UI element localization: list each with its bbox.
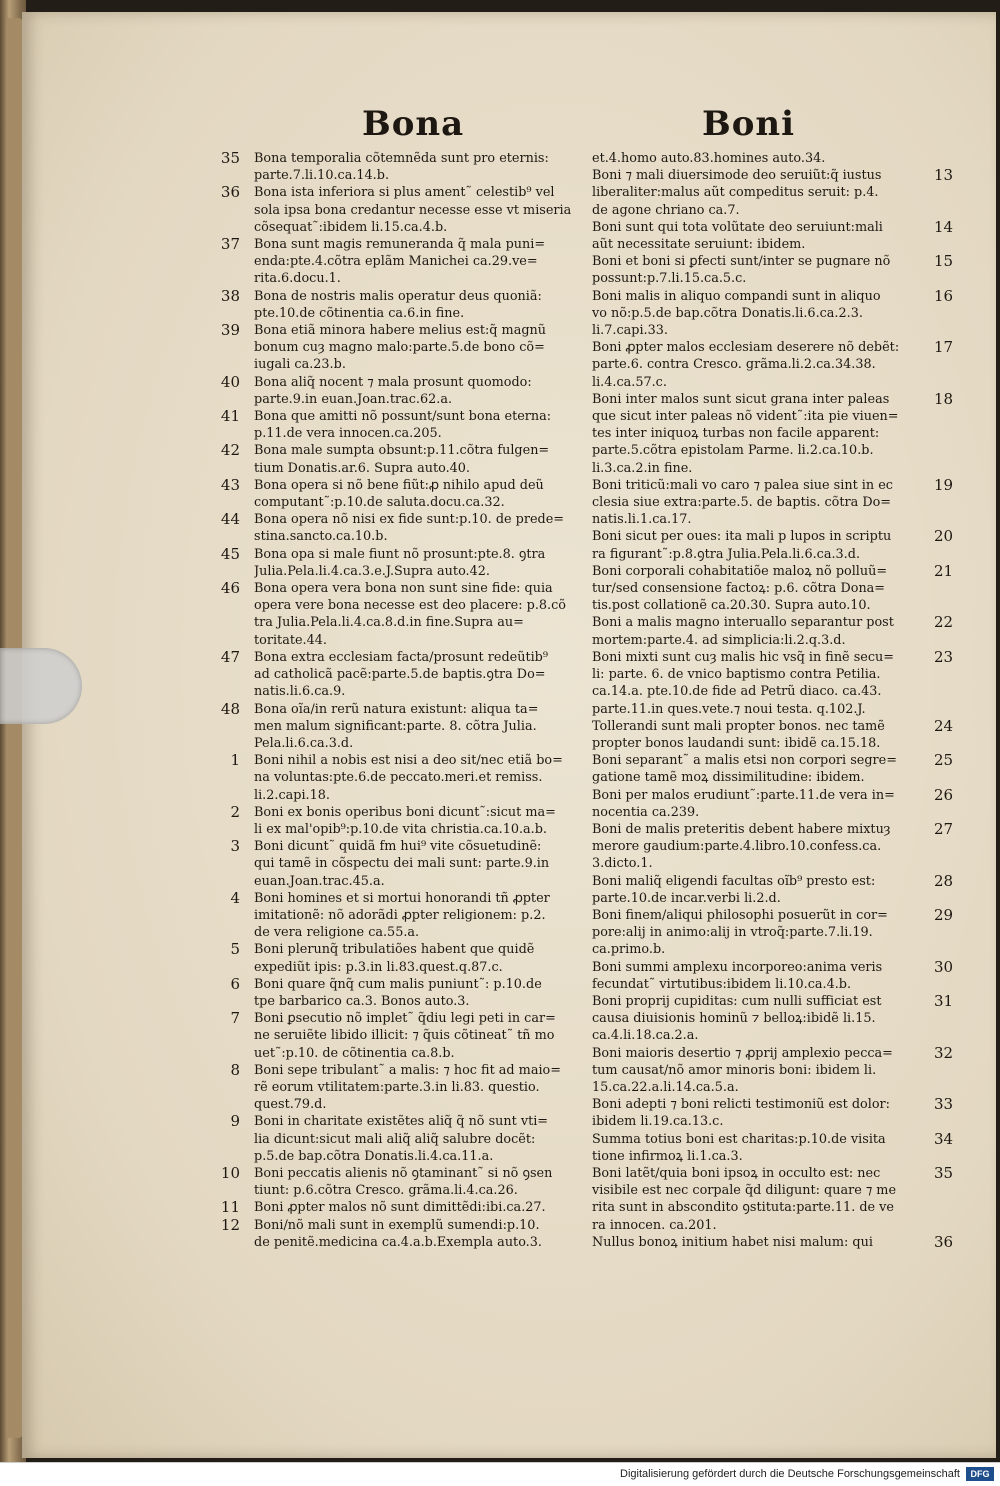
entry-line: lia dicunt:sicut mali aliq̃ aliq̃ salubre docẽt: <box>254 1131 536 1147</box>
entry-line: Bona opera vera bona non sunt sine fide: quia <box>254 581 553 597</box>
entry-line: Boni/nõ mali sunt in exemplũ sumendi:p.10. <box>254 1217 540 1233</box>
entry-line: na voluntas:pte.6.de peccato.meri.et remiss. <box>254 770 543 786</box>
entry-line: Boni ⁊ mali diuersimode deo seruiũt:q̃ iustus <box>592 168 882 184</box>
entry-line: Julia.Pela.li.4.ca.3.e.J.Supra auto.42. <box>254 563 490 579</box>
entry-line: Boni quare q̃nq̃ cum malis puniunt˜: p.10.de <box>254 976 542 992</box>
left-entry <box>230 802 584 838</box>
right-entry <box>592 561 954 615</box>
entry-line: 15.ca.22.a.li.14.ca.5.a. <box>592 1079 739 1095</box>
left-entry <box>220 510 584 545</box>
entry-line: Pela.li.6.ca.3.d. <box>254 735 354 751</box>
entry-line: toritate.44. <box>254 632 327 648</box>
left-entry <box>220 321 584 374</box>
entry-line: li.2.capi.18. <box>254 787 330 803</box>
entry-line: gatione tamẽ moꝝ dissimilitudine: ibidem. <box>592 770 865 786</box>
entry-line: Bona de nostris malis operatur deus quoniã: <box>254 288 542 304</box>
entry-line: tur/sed consensione factoꝝ: p.6. cõtra Dona= <box>592 581 886 597</box>
right-entry <box>592 389 954 477</box>
entry-line: de agone chriano ca.7. <box>592 202 740 218</box>
entry-number: 25 <box>934 751 954 770</box>
entry-number: 5 <box>230 940 240 959</box>
entry-line: li ex mal'opib⁹:p.10.de vita christia.ca.10.a.b. <box>254 821 548 837</box>
entry-number: 41 <box>220 407 240 426</box>
entry-number: 39 <box>220 321 240 340</box>
entry-line: Bona opera si nõ bene fiũt:ꝓ nihilo apud deũ <box>254 477 544 493</box>
entry-line: tium Donatis.ar.6. Supra auto.40. <box>254 460 470 476</box>
entry-number: 13 <box>934 166 954 185</box>
entry-line: p.5.de bap.cõtra Donatis.li.4.ca.11.a. <box>254 1148 494 1164</box>
entry-line: enda:pte.4.cõtra eplãm Manichei ca.29.ve= <box>254 254 538 270</box>
entry-line: li.7.capi.33. <box>592 323 668 339</box>
left-entry <box>230 751 584 804</box>
entry-line: et.4.homo auto.83.homines auto.34. <box>592 151 826 166</box>
entry-line: Boni proprij cupiditas: cum nulli sufficiat est <box>592 993 882 1009</box>
entry-number: 17 <box>934 338 954 357</box>
right-entry <box>592 785 954 821</box>
right-entry <box>592 1163 954 1234</box>
entry-number: 36 <box>934 1232 954 1251</box>
left-column <box>220 149 584 1251</box>
left-entry <box>220 286 584 322</box>
right-entry <box>592 1043 954 1097</box>
viewer-footer <box>0 1462 1000 1486</box>
entry-line: natis.li.6.ca.9. <box>254 684 346 700</box>
entry-number: 19 <box>934 475 954 494</box>
entry-number: 20 <box>934 527 954 546</box>
entry-line: parte.10.de incar.verbi li.2.d. <box>592 890 781 906</box>
right-entry <box>592 527 954 562</box>
entry-number: 8 <box>230 1060 240 1079</box>
entry-line: Boni ꝓpter malos ecclesiam deserere nõ debẽt: <box>592 340 900 356</box>
entry-number: 26 <box>934 785 954 804</box>
entry-line: ca.14.a. pte.10.de fide ad Petrũ diaco. ca.43. <box>592 684 882 700</box>
right-entry <box>592 957 954 993</box>
left-entry <box>220 1215 584 1251</box>
entry-number: 22 <box>934 613 954 632</box>
entry-line: tpe barbarico ca.3. Bonos auto.3. <box>254 993 470 1009</box>
entry-line: Boni maioris desertio ⁊ ꝓprij amplexio pecca= <box>592 1045 893 1061</box>
entry-number: 2 <box>230 802 240 821</box>
entry-line: Bona oĩa/in rerũ natura existunt: aliqua ta= <box>254 701 539 717</box>
entry-line: bonum cuȝ magno malo:parte.5.de bono cõ= <box>254 340 545 356</box>
entry-line: possunt:p.7.li.15.ca.5.c. <box>592 271 747 287</box>
entry-line: li.4.ca.57.c. <box>592 374 667 390</box>
entry-line: Boni separant˜ a malis etsi non corpori segre= <box>592 753 897 769</box>
entry-number: 28 <box>934 871 954 890</box>
entry-number: 23 <box>934 647 954 666</box>
entry-number: 45 <box>220 544 240 563</box>
entry-number: 48 <box>220 699 240 718</box>
right-column <box>592 150 954 1251</box>
entry-line: parte.5.cõtra epistolam Parme. li.2.ca.10.b. <box>592 443 874 459</box>
entry-line: Boni latẽt/quia boni ipsoꝝ in occulto est: nec <box>592 1165 881 1181</box>
entry-line: aũt necessitate seruiunt: ibidem. <box>592 237 806 253</box>
left-entry <box>220 1198 584 1217</box>
entry-line: Boni sunt qui tota volũtate deo seruiunt:mali <box>592 219 883 235</box>
right-entry <box>592 338 954 391</box>
right-entry <box>592 150 930 167</box>
entry-line: opera vere bona necesse est deo placere: p.8.cõ <box>254 598 566 614</box>
entry-line: Bona ista inferiora si plus ament˜ celestib⁹ vel <box>254 185 555 201</box>
entry-number: 35 <box>220 149 240 167</box>
entry-number: 16 <box>934 286 954 305</box>
dfg-logo: DFG <box>966 1467 994 1481</box>
entry-number: 36 <box>220 183 240 202</box>
entry-line: Boni inter malos sunt sicut grana inter paleas <box>592 391 890 407</box>
entry-line: parte.7.li.10.ca.14.b. <box>254 168 390 184</box>
entry-line: de vera religione ca.55.a. <box>254 925 420 941</box>
entry-line: ad catholicã pacẽ:parte.5.de baptis.ꝯtra Do= <box>254 667 546 683</box>
entry-line: Tollerandi sunt mali propter bonos. nec tamẽ <box>592 718 885 734</box>
left-entry <box>220 235 584 288</box>
entry-number: 27 <box>934 819 954 838</box>
entry-number: 12 <box>220 1215 240 1234</box>
entry-line: imitationẽ: nõ adorãdi ꝓpter religionem: p.2. <box>254 907 546 923</box>
entry-line: Bona male sumpta obsunt:p.11.cõtra fulgen= <box>254 443 550 459</box>
entry-line: merore gaudium:parte.4.libro.10.confess.ca. <box>592 839 882 855</box>
entry-line: Boni summi amplexu incorporeo:anima veris <box>592 959 883 975</box>
entry-line: men malum significant:parte. 8. cõtra Julia. <box>254 718 537 734</box>
entry-line: expediũt ipis: p.3.in li.83.quest.q.87.c. <box>254 959 503 975</box>
right-entry <box>592 647 954 718</box>
left-entry <box>220 699 584 753</box>
entry-line: Bona opa si male fiunt nõ prosunt:pte.8. ꝯtra <box>254 546 546 562</box>
entry-line: Boni a malis magno interuallo separantur post <box>592 615 894 631</box>
entry-line: tiunt: p.6.cõtra Cresco. grãma.li.4.ca.26. <box>254 1183 518 1199</box>
entry-line: natis.li.1.ca.17. <box>592 512 692 528</box>
entry-line: Boni ꝓpter malos nõ sunt dimittẽdi:ibi.ca.27. <box>254 1200 546 1216</box>
binding-board <box>6 18 22 1438</box>
entry-line: pore:alij in animo:alij in vtroq̃:parte.7.li.19. <box>592 925 873 941</box>
entry-number: 37 <box>220 235 240 254</box>
entry-line: tis.post collationẽ ca.20.30. Supra auto.10. <box>592 598 871 614</box>
entry-line: vo nõ:p.5.de bap.cõtra Donatis.li.6.ca.2.3. <box>592 305 863 321</box>
entry-number: 35 <box>934 1163 954 1182</box>
entry-line: Boni sepe tribulant˜ a malis: ⁊ hoc fit ad maio= <box>254 1062 561 1078</box>
entry-number: 1 <box>230 751 240 770</box>
entry-line: qui tamẽ in cõspectu dei mali sunt: parte.9.in <box>254 856 550 872</box>
entry-line: li.3.ca.2.in fine. <box>592 460 693 476</box>
entry-number: 6 <box>230 974 240 993</box>
left-entry <box>230 888 584 942</box>
entry-line: cõsequat˜:ibidem li.15.ca.4.b. <box>254 219 448 235</box>
right-entry <box>592 1232 954 1251</box>
left-entry <box>220 475 584 511</box>
entry-number: 46 <box>220 579 240 598</box>
entry-number: 34 <box>934 1129 954 1148</box>
entry-number: 33 <box>934 1095 954 1114</box>
entry-number: 32 <box>934 1043 954 1062</box>
entry-number: 18 <box>934 389 954 408</box>
entry-number: 30 <box>934 957 954 976</box>
entry-number: 31 <box>934 991 954 1010</box>
entry-line: ca.primo.b. <box>592 942 666 958</box>
entry-line: 3.dicto.1. <box>592 856 653 872</box>
entry-line: Bona opera nõ nisi ex fide sunt:p.10. de prede= <box>254 512 565 528</box>
entry-line: p.11.de vera innocen.ca.205. <box>254 426 442 442</box>
left-entry <box>230 940 584 975</box>
entry-line: Bona que amitti nõ possunt/sunt bona eterna: <box>254 409 552 425</box>
entry-number: 44 <box>220 510 240 529</box>
entry-line: Boni adepti ⁊ boni relicti testimoniũ est dolor: <box>592 1097 890 1113</box>
entry-line: Bona etiã minora habere melius est:q̃ magnũ <box>254 323 546 339</box>
entry-line: sola ipsa bona credantur necesse esse vt miseria <box>254 202 572 218</box>
entry-line: Boni mixti sunt cuȝ malis hic vsq̃ in finẽ secu= <box>592 649 894 665</box>
entry-line: Boni maliq̃ eligendi facultas oĩb⁹ presto est: <box>592 873 876 889</box>
right-entry <box>592 1095 954 1130</box>
right-entry <box>592 871 954 907</box>
entry-number: 14 <box>934 217 954 236</box>
entry-line: clesia siue extra:parte.5. de baptis. cõtra Do= <box>592 495 892 511</box>
entry-line: Bona sunt magis remuneranda q̃ mala puni= <box>254 237 546 253</box>
entry-number: 42 <box>220 441 240 460</box>
entry-line: Bona aliq̃ nocent ⁊ mala prosunt quomodo: <box>254 374 532 390</box>
entry-line: Boni ex bonis operibus boni dicunt˜:sicut ma= <box>254 804 556 820</box>
entry-line: tum causat/nõ amor minoris boni: ibidem li. <box>592 1062 877 1078</box>
right-entry <box>592 286 954 340</box>
entry-number: 10 <box>220 1163 240 1182</box>
entry-line: Nullus bonoꝝ initium habet nisi malum: qui <box>592 1234 873 1250</box>
left-entry <box>230 1112 584 1165</box>
right-entry <box>592 751 954 786</box>
entry-line: Boni de malis preteritis debent habere mixtuȝ <box>592 821 891 837</box>
entry-line: tra Julia.Pela.li.4.ca.8.d.in fine.Supra au= <box>254 615 524 631</box>
entry-number: 11 <box>220 1198 240 1217</box>
entry-line: Boni per malos erudiunt˜:parte.11.de vera in= <box>592 787 895 803</box>
left-entry <box>220 372 584 408</box>
left-entry <box>220 544 584 580</box>
left-entry <box>220 1163 584 1199</box>
entry-line: uet˜:p.10. de cõtinentia ca.8.b. <box>254 1045 455 1061</box>
entry-line: pte.10.de cõtinentia ca.6.in fine. <box>254 305 465 321</box>
funding-note: Digitalisierung gefördert durch die Deutsche Forschungsgemeinschaft <box>620 1468 960 1480</box>
entry-line: fecundat˜ virtutibus:ibidem li.10.ca.4.b. <box>592 976 852 992</box>
entry-line: rita.6.docu.1. <box>254 271 341 287</box>
entry-line: mortem:parte.4. ad simplicia:li.2.q.3.d. <box>592 632 846 648</box>
entry-line: ibidem li.19.ca.13.c. <box>592 1114 724 1130</box>
entry-line: rẽ eorum vtilitatem:parte.3.in li.83. questio. <box>254 1079 540 1095</box>
entry-line: rita sunt in abscondito ꝯstituta:parte.11. de ve <box>592 1200 894 1216</box>
entry-line: Boni peccatis alienis nõ ꝯtaminant˜ si nõ ꝯsen <box>254 1165 553 1181</box>
entry-line: Summa totius boni est charitas:p.10.de visita <box>592 1131 886 1147</box>
entry-line: parte.9.in euan.Joan.trac.62.a. <box>254 391 453 407</box>
entry-line: Boni in charitate existẽtes aliq̃ q̃ nõ sunt vti= <box>254 1114 549 1130</box>
entry-line: Boni triticũ:mali vo caro ⁊ palea siue sint in ec <box>592 477 893 493</box>
entry-line: li: parte. 6. de vnico baptismo contra Petilia. <box>592 667 881 683</box>
entry-line: Bona temporalia cõtemnẽda sunt pro eternis: <box>254 151 549 166</box>
entry-line: stina.sancto.ca.10.b. <box>254 529 388 545</box>
right-entry <box>592 475 954 529</box>
left-entry <box>220 407 584 442</box>
entry-line: Boni ꝑsecutio nõ implet˜ q̃diu legi peti in car= <box>254 1011 556 1027</box>
entry-number: 29 <box>934 905 954 924</box>
entry-line: nocentia ca.239. <box>592 804 700 820</box>
left-entry <box>220 579 584 649</box>
left-entry <box>220 647 584 701</box>
entry-line: Boni plerunq̃ tribulatiões habent que quidẽ <box>254 942 535 958</box>
entry-number: 43 <box>220 475 240 494</box>
entry-line: Boni malis in aliquo compandi sunt in aliquo <box>592 288 881 304</box>
entry-number: 15 <box>934 252 954 271</box>
right-entry <box>592 613 954 648</box>
left-entry <box>230 1009 584 1062</box>
left-entry <box>220 149 584 184</box>
entry-line: causa diuisionis hominũ ⁊ belloꝝ:ibidẽ li.15. <box>592 1011 876 1027</box>
entry-line: Bona extra ecclesiam facta/prosunt redeũtib⁹ <box>254 649 549 665</box>
right-entry <box>592 905 954 959</box>
entry-line: liberaliter:malus aũt compeditus seruit: p.4. <box>592 185 879 201</box>
entry-number: 3 <box>230 837 240 856</box>
right-entry <box>592 716 954 752</box>
entry-number: 4 <box>230 888 240 907</box>
entry-line: tione infirmoꝝ li.1.ca.3. <box>592 1148 743 1164</box>
book-page <box>22 12 996 1458</box>
entry-number: 24 <box>934 716 954 735</box>
entry-line: Boni homines et si mortui honorandi tñ ꝓpter <box>254 890 550 906</box>
right-entry <box>592 819 954 873</box>
entry-line: ca.4.li.18.ca.2.a. <box>592 1028 699 1044</box>
left-entry <box>230 837 584 890</box>
entry-line: euan.Joan.trac.45.a. <box>254 873 385 889</box>
right-entry <box>592 1129 954 1165</box>
entry-line: visibile est nec corpale q̃d diligunt: quare ⁊ me <box>592 1183 897 1199</box>
entry-number: 47 <box>220 647 240 666</box>
entry-line: ne seruiẽte libido illicit: ⁊ q̃uis cõtineat˜ tñ mo <box>254 1028 555 1044</box>
left-entry <box>230 974 584 1010</box>
entry-number: 9 <box>230 1112 240 1131</box>
entry-line: tes inter iniquoꝝ turbas non facile apparent: <box>592 426 880 442</box>
page-marker-ribbon <box>0 648 82 724</box>
entry-number: 40 <box>220 372 240 391</box>
right-entry <box>592 217 954 253</box>
running-head-left: Bona <box>362 104 465 144</box>
entry-line: Boni dicunt˜ quidã fm hui⁹ vite cõsuetudinẽ: <box>254 839 542 855</box>
entry-line: parte.11.in ques.vete.⁊ noui testa. q.102.J. <box>592 701 866 717</box>
entry-line: Boni sicut per oues: ita mali p lupos in scriptu <box>592 529 892 545</box>
right-entry <box>592 166 954 219</box>
entry-line: que sicut inter paleas nõ vident˜:ita pie viuen= <box>592 409 899 425</box>
entry-line: propter bonos laudandi sunt: ibidẽ ca.15.18. <box>592 735 881 751</box>
entry-line: computant˜:p.10.de saluta.docu.ca.32. <box>254 495 505 511</box>
entry-number: 21 <box>934 561 954 580</box>
left-entry <box>220 183 584 236</box>
entry-line: Boni et boni si ꝑfecti sunt/inter se pugnare nõ <box>592 254 891 270</box>
entry-line: iugali ca.23.b. <box>254 357 346 373</box>
left-entry <box>230 1060 584 1114</box>
entry-line: Boni corporali cohabitatiõe maloꝝ nõ polluũ= <box>592 563 888 579</box>
entry-number: 38 <box>220 286 240 305</box>
running-head-right: Boni <box>702 104 796 144</box>
entry-number: 7 <box>230 1009 240 1028</box>
entry-line: de penitẽ.medicina ca.4.a.b.Exempla auto.3. <box>254 1234 542 1250</box>
entry-line: Boni finem/aliqui philosophi posuerũt in cor= <box>592 907 888 923</box>
entry-line: ra innocen. ca.201. <box>592 1217 717 1233</box>
entry-line: quest.79.d. <box>254 1097 327 1113</box>
left-entry <box>220 441 584 476</box>
entry-line: parte.6. contra Cresco. grãma.li.2.ca.34.38. <box>592 357 876 373</box>
right-entry <box>592 252 954 287</box>
entry-line: ra figurant˜:p.8.ꝯtra Julia.Pela.li.6.ca.3.d. <box>592 546 861 562</box>
right-entry <box>592 991 954 1045</box>
entry-line: Boni nihil a nobis est nisi a deo sit/nec etiã bo= <box>254 753 563 769</box>
